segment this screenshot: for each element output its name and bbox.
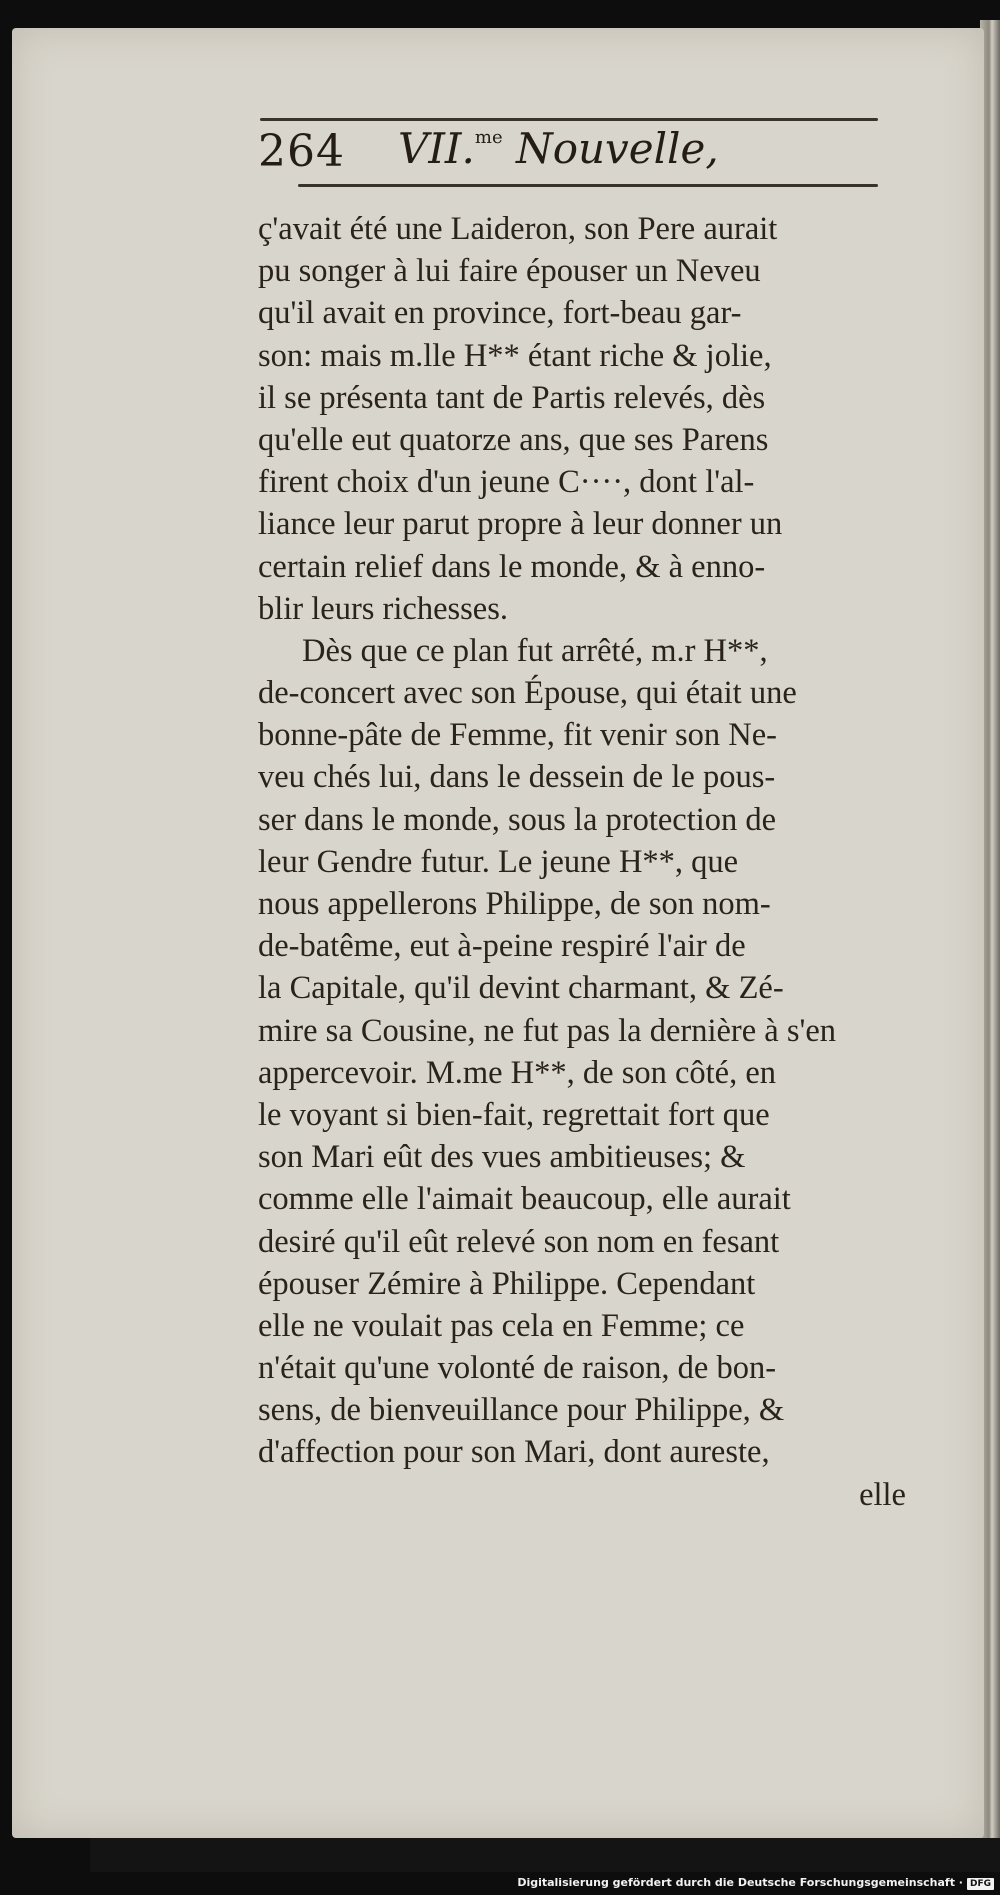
running-head: [398, 124, 719, 173]
text-line: son Mari eût des vues ambitieuses; &: [258, 1139, 746, 1176]
text-line: le voyant si bien-fait, regrettait fort que: [258, 1096, 770, 1133]
text-line: desiré qu'il eût relevé son nom en fesant: [258, 1223, 780, 1260]
text-line: épouser Zémire à Philippe. Cependant: [258, 1265, 756, 1302]
running-head-superscript: me: [474, 127, 503, 148]
running-head-numeral: VII.: [398, 124, 475, 173]
text-line: pu songer à lui faire épouser un Neveu: [258, 253, 761, 290]
text-line: sens, de bienveuillance pour Philippe, &: [258, 1392, 785, 1429]
text-line: qu'il avait en province, fort-beau gar-: [258, 295, 742, 332]
dfg-logo: DFG: [967, 1878, 994, 1890]
page-header: [258, 118, 880, 192]
text-line: il se présenta tant de Partis relevés, dès: [258, 379, 766, 416]
text-line: appercevoir. M.me H**, de son côté, en: [258, 1054, 777, 1091]
text-line: la Capitale, qu'il devint charmant, & Zé-: [258, 970, 784, 1007]
text-line: ç'avait été une Laideron, son Pere aurait: [258, 211, 778, 247]
text-line: de-concert avec son Épouse, qui était une: [258, 675, 797, 712]
text-line: son: mais m.lle H** étant riche & jolie,: [258, 337, 772, 374]
text-line: d'affection pour son Mari, dont aureste,: [258, 1434, 770, 1471]
digitization-credit: [517, 1876, 994, 1890]
text-line: de-batême, eut à-peine respiré l'air de: [258, 928, 746, 965]
body-text: [258, 208, 908, 1516]
header-top-rule: [260, 118, 878, 121]
header-bottom-rule: [298, 184, 878, 187]
text-line: certain relief dans le monde, & à enno-: [258, 548, 766, 585]
page-number: 264: [258, 126, 345, 177]
paragraph-start-line: Dès que ce plan fut arrêté, m.r H**,: [302, 632, 768, 669]
text-line: comme elle l'aimait beaucoup, elle aurait: [258, 1181, 791, 1218]
text-line: firent choix d'un jeune C····, dont l'al-: [258, 464, 755, 501]
text-line: blir leurs richesses.: [258, 590, 509, 627]
text-line: leur Gendre futur. Le jeune H**, que: [258, 843, 739, 880]
text-line: bonne-pâte de Femme, fit venir son Ne-: [258, 717, 777, 754]
text-line: liance leur parut propre à leur donner un: [258, 506, 783, 543]
text-line: mire sa Cousine, ne fut pas la dernière à s'en: [258, 1012, 837, 1049]
text-line: elle ne voulait pas cela en Femme; ce: [258, 1307, 745, 1344]
text-line: n'était qu'une volonté de raison, de bon-: [258, 1350, 777, 1387]
text-line: qu'elle eut quatorze ans, que ses Parens: [258, 421, 769, 458]
credit-text: Digitalisierung gefördert durch die Deutsche Forschungsgemeinschaft ·: [517, 1876, 963, 1889]
running-head-title: Nouvelle,: [502, 124, 719, 173]
catchword: elle: [859, 1476, 906, 1513]
text-line: veu chés lui, dans le dessein de le pous-: [258, 759, 776, 796]
text-line: nous appellerons Philippe, de son nom-: [258, 886, 771, 922]
text-line: ser dans le monde, sous la protection de: [258, 801, 777, 838]
scan-bottom-band: [90, 1838, 1000, 1872]
